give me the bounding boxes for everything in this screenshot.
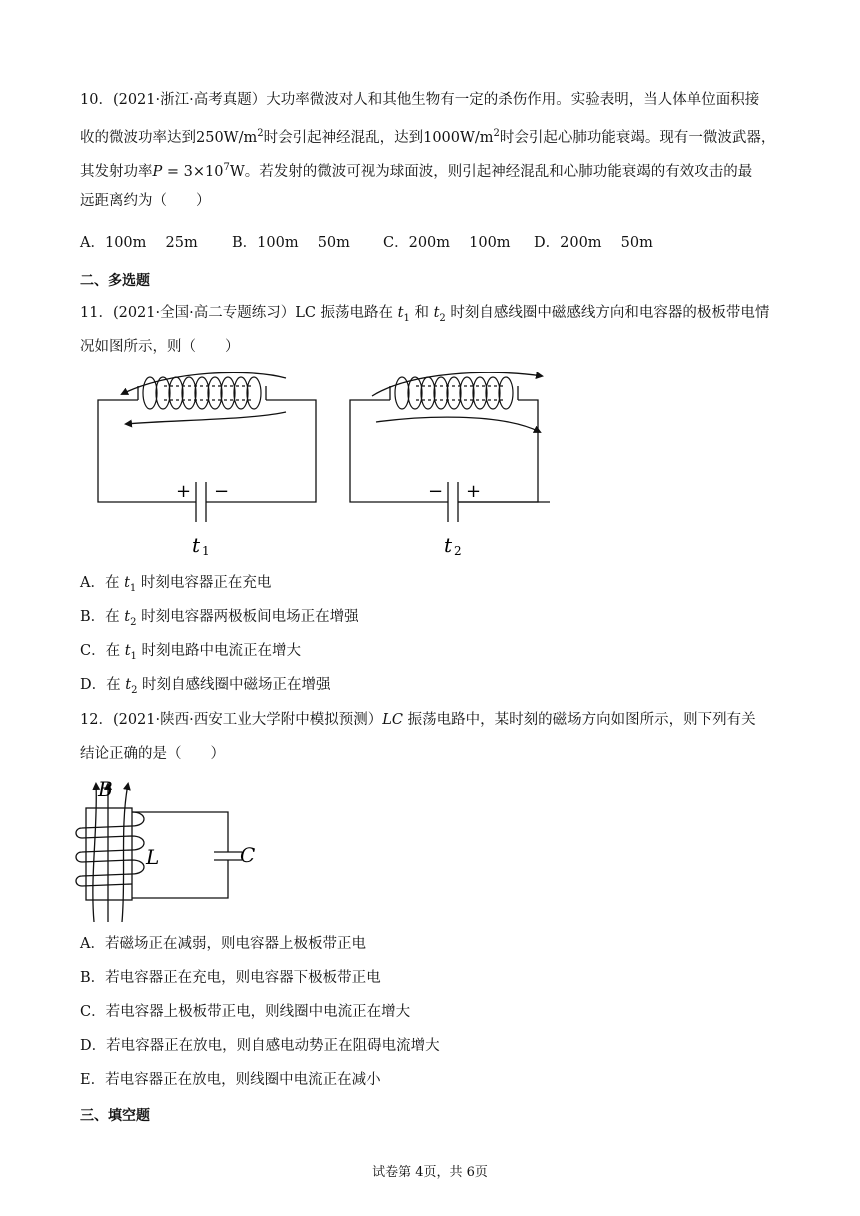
q11-option-b[interactable] xyxy=(80,607,359,633)
q11-t: t xyxy=(124,643,131,659)
q12-text: 12．(2021·陕西·西安工业大学附中模拟预测） xyxy=(80,712,383,728)
circuit-t1 xyxy=(98,372,316,522)
t1-plus: + xyxy=(176,481,192,502)
q10-line-4: 远距离约为（ ） xyxy=(80,193,211,209)
circuit-t2 xyxy=(350,372,550,522)
q10-option-d[interactable]: D．200m 50m xyxy=(534,235,653,251)
q10-text: 收的微波功率达到 xyxy=(80,129,196,146)
q11-line-1 xyxy=(80,303,769,329)
t2-label: t xyxy=(444,533,453,557)
q10-line-1: 10．(2021·浙江·高考真题）大功率微波对人和其他生物有一定的杀伤作用。实验表明，当人体单位面积接 xyxy=(80,92,760,108)
q10-value-1000: 1000W/m xyxy=(423,129,494,146)
section-fill-in: 三、填空题 xyxy=(80,1108,150,1124)
q11-option-text: 时刻自感线圈中磁场正在增强 xyxy=(137,677,331,693)
q11-option-c[interactable] xyxy=(80,641,301,667)
q12-figure xyxy=(74,776,274,924)
q11-t: t xyxy=(397,305,404,321)
q11-option-text: 时刻电路中电流正在增大 xyxy=(136,643,302,659)
q11-option-text: C．在 xyxy=(80,643,125,659)
q12-option-a[interactable]: A．若磁场正在减弱，则电容器上极板带正电 xyxy=(80,936,366,952)
t2-plus: + xyxy=(466,481,482,502)
q11-option-text: 时刻电容器两极板间电场正在增强 xyxy=(136,609,359,625)
q11-sub: 1 xyxy=(403,312,410,324)
q12-option-c[interactable]: C．若电容器上极板带正电，则线圈中电流正在增大 xyxy=(80,1004,411,1020)
section-multiple-choice: 二、多选题 xyxy=(80,273,150,289)
q11-option-text: 时刻电容器正在充电 xyxy=(136,575,272,591)
t1-label-sub: 1 xyxy=(202,544,210,557)
q12-line-2: 结论正确的是（ ） xyxy=(80,746,225,762)
q10-option-a[interactable]: A．100m 25m xyxy=(80,235,198,251)
q10-sup: 7 xyxy=(223,162,230,173)
q10-text: 。若发射的微波可视为球面波，则引起神经混乱和心肺功能衰竭的有效攻击的最 xyxy=(244,163,753,180)
q11-t: t xyxy=(124,609,131,625)
q11-sub: 2 xyxy=(131,684,138,696)
q11-line-2: 况如图所示，则（ ） xyxy=(80,339,240,355)
q12-option-b[interactable]: B．若电容器正在充电，则电容器下极板带正电 xyxy=(80,970,381,986)
q12-option-d[interactable]: D．若电容器正在放电，则自感电动势正在阻碍电流增大 xyxy=(80,1038,440,1054)
q10-line-3 xyxy=(80,158,752,182)
q10-power-symbol: P xyxy=(152,163,163,180)
t2-minus: − xyxy=(428,481,444,502)
q11-sub: 1 xyxy=(129,582,137,594)
q12-line-1 xyxy=(80,710,756,730)
q10-line-2 xyxy=(80,124,775,148)
q11-sub: 2 xyxy=(130,616,137,628)
q10-option-c[interactable]: C．200m 100m xyxy=(383,235,511,251)
q10-sup: 2 xyxy=(257,128,264,139)
q10-power-value: = 3×10 xyxy=(162,163,224,180)
q11-option-a[interactable] xyxy=(80,573,271,599)
q11-text: 11．(2021·全国·高二专题练习）LC 振荡电路在 xyxy=(80,305,398,321)
q10-text: 时会引起心肺功能衰竭。现有一微波武器， xyxy=(499,129,776,146)
q10-value-250: 250W/m xyxy=(196,129,258,146)
q11-option-text: A．在 xyxy=(80,575,125,591)
q12-option-e[interactable]: E．若电容器正在放电，则线圈中电流正在减小 xyxy=(80,1072,381,1088)
q11-t: t xyxy=(124,575,130,591)
q11-option-text: D．在 xyxy=(80,677,126,693)
q11-text: 时刻自感线圈中磁感线方向和电容器的极板带电情 xyxy=(445,305,770,321)
label-L: L xyxy=(146,845,160,869)
q11-sub: 1 xyxy=(130,650,137,662)
q11-figure xyxy=(90,372,550,557)
q11-sub: 2 xyxy=(439,312,446,324)
q10-text: 其发射功率 xyxy=(80,163,153,180)
q10-text: 时会引起神经混乱，达到 xyxy=(263,129,424,146)
q10-unit: W xyxy=(229,163,245,180)
page-footer: 试卷第 4页，共 6页 xyxy=(372,1165,488,1180)
q11-option-text: B．在 xyxy=(80,609,125,625)
t1-minus: − xyxy=(214,481,230,502)
label-B: B xyxy=(98,777,113,801)
label-C: C xyxy=(240,843,256,867)
q11-t: t xyxy=(433,305,440,321)
q11-t: t xyxy=(125,677,132,693)
q11-text: 和 xyxy=(409,305,434,321)
t2-label-sub: 2 xyxy=(454,544,462,557)
q12-text: 振荡电路中，某时刻的磁场方向如图所示，则下列有关 xyxy=(402,712,756,728)
q12-lc: LC xyxy=(382,712,403,728)
t1-label: t xyxy=(192,533,201,557)
q11-option-d[interactable] xyxy=(80,675,331,701)
q10-sup: 2 xyxy=(493,128,500,139)
q10-option-b[interactable]: B．100m 50m xyxy=(232,235,350,251)
